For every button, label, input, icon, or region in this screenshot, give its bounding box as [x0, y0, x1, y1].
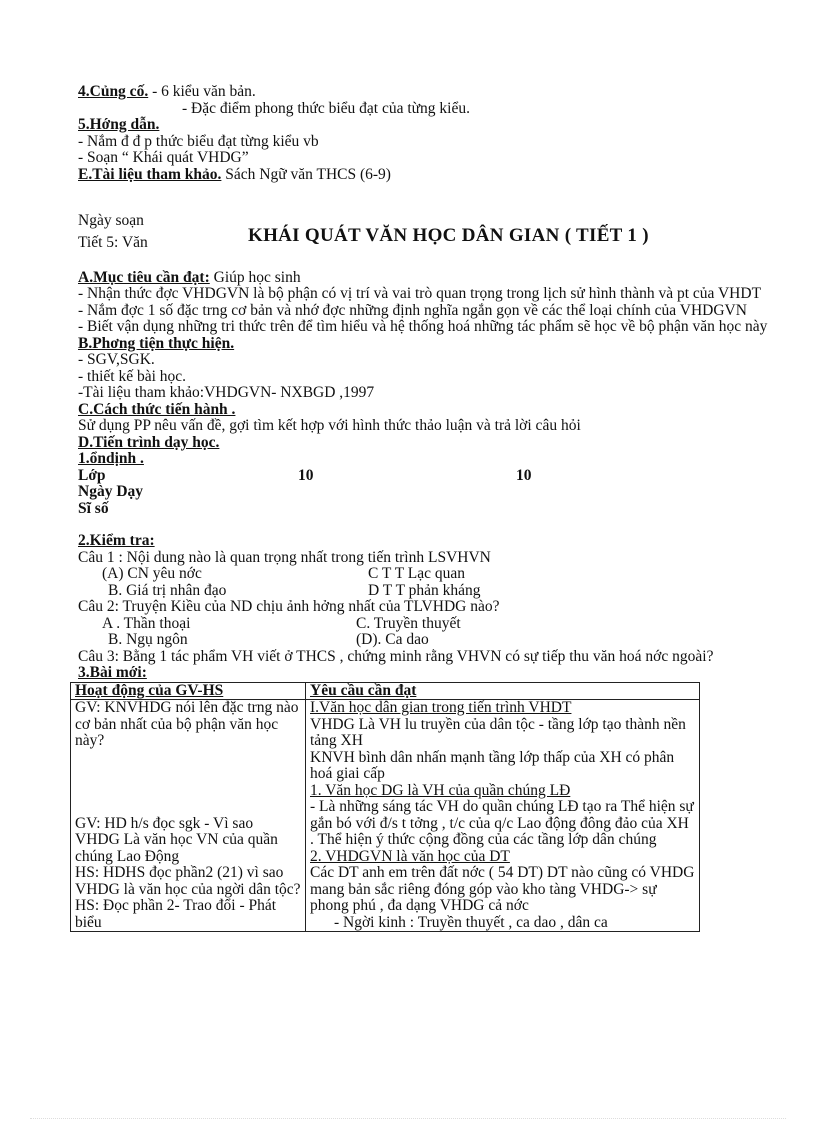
- req-heading-1: I.Văn học dân gian trong tiến trình VHDT: [310, 699, 572, 716]
- col-header-requirement: Yêu cầu cần đạt: [306, 682, 700, 700]
- bai-moi-heading: 3.Bài mới:: [78, 664, 147, 681]
- huong-dan-heading: 5.Hớng dẫn.: [78, 116, 160, 133]
- tai-lieu-heading: E.Tài liệu tham khảo.: [78, 165, 222, 183]
- table-row: [71, 700, 700, 932]
- q1-option-d: D T T phản kháng: [368, 581, 481, 599]
- hs-prompt-2: HS: Đọc phần 2- Trao đổi - Phát biểu: [75, 897, 277, 931]
- q2-option-b: B. Ngụ ngôn: [108, 631, 188, 648]
- ngay-day: Ngày Dạy: [78, 483, 144, 500]
- q1-options-row2: [78, 583, 800, 600]
- lop-row: [78, 468, 800, 485]
- question-3: Câu 3: Bằng 1 tác phẩm VH viết ở THCS , chứng minh rằng VHVN có sự tiếp thu văn hoá nớc ngoài?: [78, 647, 714, 665]
- document-page: [75, 83, 800, 932]
- gv-prompt-2: GV: HD h/s đọc sgk - Vì sao VHDG Là văn học VN của quần chúng Lao Động: [75, 814, 278, 865]
- page-bottom-rule: [30, 1118, 786, 1119]
- huong-dan-line1: - Nắm đ đ p thức biểu đạt từng kiểu vb: [78, 132, 319, 150]
- muc-tieu-p1: - Nhận thức đợc VHDGVN là bộ phận có vị trí và vai trò quan trọng trong lịch sử hình thành và pt của VHDT: [78, 285, 762, 302]
- cung-co-text1: - 6 kiểu văn bản.: [148, 83, 256, 100]
- cung-co-line2: - Đặc điểm phong thức biểu đạt của từng kiểu.: [182, 99, 470, 117]
- question-1: Câu 1 : Nội dung nào là quan trọng nhất trong tiến trình LSVHVN: [78, 548, 491, 566]
- tiet-label: Tiết 5: Văn: [78, 233, 148, 251]
- lesson-table: [70, 682, 700, 933]
- q1-options-row1: [78, 566, 800, 583]
- muc-tieu-heading: A.Mục tiêu cần đạt:: [78, 268, 210, 286]
- req-text-3: - Là những sáng tác VH do quần chúng LĐ tạo ra Thể hiện sự gắn bó với đ/s t tởng , t/c của q/c Lao động đông đảo của XH . Thể hiện ý thức cộng đồng của các tầng lớp dân chúng: [310, 798, 694, 848]
- lop-b: 10: [516, 466, 532, 484]
- req-text-4: Các DT anh em trên đất nớc ( 54 DT) DT nào cũng có VHDG mang bản sắc riêng đóng góp vào kho tàng VHDG-> sự phong phú , đa dạng VHDG cả nớc: [310, 864, 695, 914]
- tai-lieu-text: Sách Ngữ văn THCS (6-9): [221, 165, 391, 183]
- title-row: [78, 224, 800, 252]
- spacer: [78, 183, 800, 213]
- cung-co-heading: 4.Củng cố.: [78, 83, 149, 100]
- table-header-row: [71, 682, 700, 700]
- q1-option-a: (A) CN yêu nớc: [102, 565, 202, 582]
- huong-dan-line2: - Soạn “ Khái quát VHDG”: [78, 149, 249, 166]
- q1-option-b: B. Giá trị nhân đạo: [108, 581, 227, 599]
- ngay-soan: Ngày soạn: [78, 212, 144, 229]
- cung-co-line1: [78, 84, 800, 101]
- phuong-tien-l1: - SGV,SGK.: [78, 351, 155, 368]
- tien-trinh-heading: D.Tiến trình dạy học.: [78, 433, 220, 451]
- q2-option-a: A . Thần thoại: [102, 614, 191, 632]
- q2-option-d: (D). Ca dao: [356, 631, 429, 648]
- req-heading-3: 2. VHDGVN là văn học của DT: [310, 847, 510, 865]
- req-text-2: KNVH bình dân nhấn mạnh tầng lớp thấp của XH có phân hoá giai cấp: [310, 748, 675, 782]
- tai-lieu-line: [78, 167, 800, 184]
- kiem-tra-heading: 2.Kiểm tra:: [78, 532, 155, 549]
- lop-label: Lớp: [78, 466, 106, 484]
- muc-tieu-p3: - Biết vận dụng những tri thức trên để tìm hiểu và hệ thống hoá những tác phẩm sẽ học về bộ phận văn học này: [78, 318, 768, 335]
- phuong-tien-l3: -Tài liệu tham khảo:VHDGVN- NXBGD ,1997: [78, 384, 375, 401]
- page-title: KHÁI QUÁT VĂN HỌC DÂN GIAN ( TIẾT 1 ): [248, 224, 649, 246]
- hs-prompt-1: HS: HDHS đọc phần2 (21) vì sao VHDG là văn học của ngời dân tộc?: [75, 864, 301, 898]
- lop-a: 10: [298, 466, 314, 484]
- spacer: [78, 517, 800, 533]
- cach-thuc-heading: C.Cách thức tiến hành .: [78, 400, 236, 418]
- req-heading-2: 1. Văn học DG là VH của quần chúng LĐ: [310, 781, 571, 799]
- spacer: [78, 252, 800, 270]
- cach-thuc-text: Sử dụng PP nêu vấn đề, gợi tìm kết hợp với hình thức thảo luận và trả lời câu hỏi: [78, 417, 581, 434]
- q2-options-row1: [78, 616, 800, 633]
- spacer: [75, 750, 301, 816]
- muc-tieu-p2: - Nắm đợc 1 số đặc trng cơ bản và nhớ đợc những định nghĩa ngắn gọn về các thể loại chính của VHDGVN: [78, 301, 747, 319]
- gv-prompt-1: GV: KNVHDG nói lên đặc trng nào cơ bản nhất của bộ phận văn học này?: [75, 699, 299, 749]
- phuong-tien-heading: B.Phơng tiện thực hiện.: [78, 334, 235, 352]
- col-header-activity: Hoạt động của GV-HS: [71, 682, 306, 700]
- req-text-1: VHDG Là VH lu truyền của dân tộc - tầng lớp tạo thành nền tảng XH: [310, 715, 686, 749]
- phuong-tien-l2: - thiết kế bài học.: [78, 367, 187, 385]
- requirement-cell: [306, 700, 700, 932]
- muc-tieu-intro: Giúp học sinh: [209, 268, 301, 286]
- muc-tieu-line: [78, 270, 800, 287]
- q2-option-c: C. Truyền thuyết: [356, 614, 461, 632]
- on-dinh-heading: 1.ổndịnh .: [78, 450, 144, 467]
- q1-option-c: C T T Lạc quan: [368, 565, 466, 582]
- q2-options-row2: [78, 632, 800, 649]
- question-2: Câu 2: Truyện Kiều của ND chịu ảnh hởng nhất của TLVHDG nào?: [78, 598, 500, 615]
- req-text-5: - Ngời kinh : Truyền thuyết , ca dao , dân ca: [334, 914, 608, 931]
- si-so: Sĩ số: [78, 499, 109, 517]
- activity-cell: [71, 700, 306, 932]
